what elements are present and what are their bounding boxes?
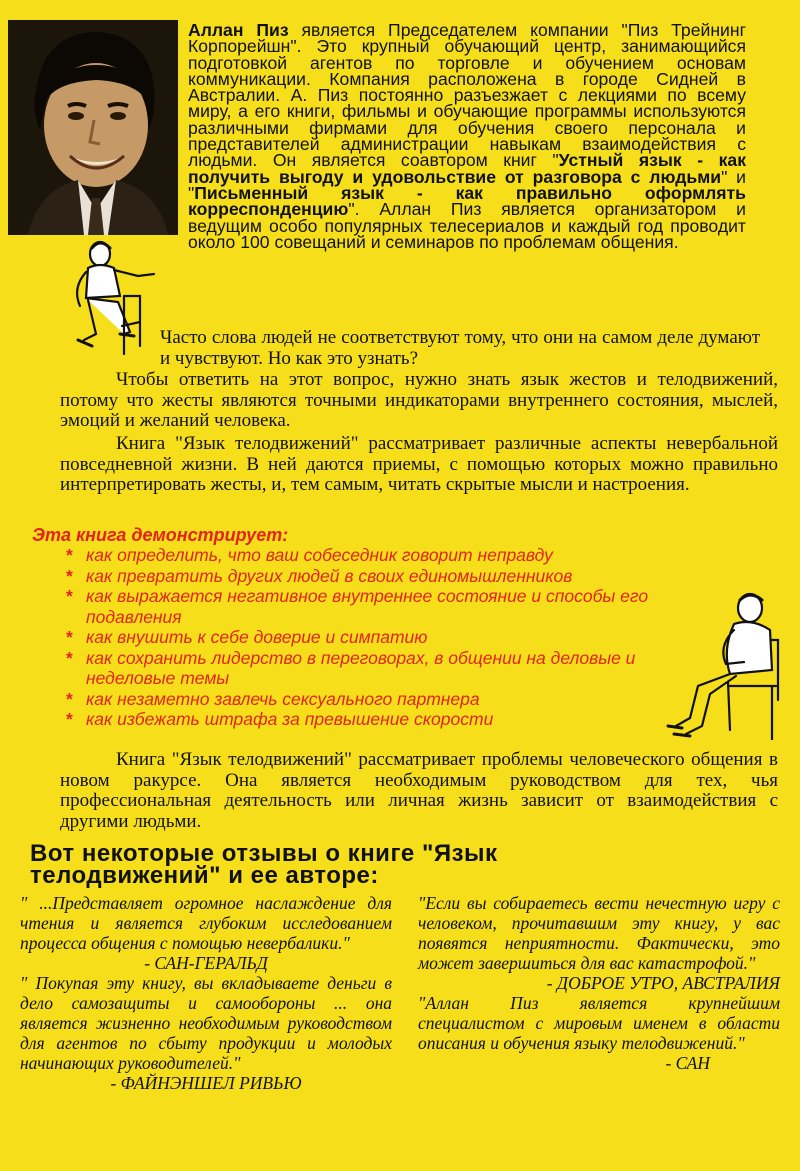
list-item (66, 545, 666, 566)
bio-text-2: " и " (188, 166, 746, 203)
list-item-text: как выражается негативное внутреннее состояние и способы его подавления (86, 586, 649, 627)
list-item-text: как определить, что ваш собеседник говорит неправду (86, 545, 553, 565)
reviews-title: Вот некоторые отзывы о книге "Язык телодвижений" и ее авторе: (30, 840, 498, 889)
list-item (66, 689, 666, 710)
asterisk-bullet: * (66, 647, 73, 668)
list-item-text: как сохранить лидерство в переговорах, в общении на деловые и неделовые темы (86, 647, 636, 688)
bio-text-1: является Председателем компании "Пиз Трейнинг Корпорейшн". Это крупный обучающий центр, занимающийся подготовкой агентов по торговле и обучением основам коммуникации. Компания расположена в городе Сидней в Австралии. А. Пиз постоянно разъезжает с лекциями по всему миру, а его книги, фильмы и обучающие программы используются различными фирмами для обучения своего персонала и представителей администрации навыкам взаимодействия с людьми. Он является соавтором книг " (188, 20, 746, 171)
asterisk-bullet: * (66, 586, 73, 606)
review-quote: " Покупая эту книгу, вы вкладываете деньги в дело самозащиты и самообороны ... она является жизненно необходимым руководством для агентов по сбыту продукции и молодых начинающих руководителей." (20, 973, 392, 1073)
review-source: - ФАЙНЭНШЕЛ РИВЬЮ (110, 1073, 302, 1093)
man-on-chair-illustration (58, 236, 162, 364)
list-item (66, 648, 666, 689)
review-quote: "Если вы собираетесь вести нечестную игру с человеком, прочитавшим эту книгу, у вас появятся неприятности. Фактически, это может завершиться для вас катастрофой." (418, 893, 780, 973)
asterisk-bullet: * (66, 627, 73, 647)
paragraph-1-text: Чтобы ответить на этот вопрос, нужно знать язык жестов и телодвижений, потому что жесты являются точными индикаторами внутреннего состояния, мыслей, эмоций и желаний человека. (60, 369, 778, 431)
author-photo (8, 20, 178, 235)
book-title-2: Письменный язык - как правильно оформлять корреспонденцию (188, 182, 746, 220)
asterisk-bullet: * (66, 688, 73, 709)
reviews-right-column (418, 893, 780, 1073)
list-item (66, 586, 666, 627)
demo-list (66, 545, 666, 730)
list-item (66, 566, 666, 587)
reviews-left-column (20, 893, 392, 1093)
author-name: Аллан Пиз (188, 20, 289, 40)
list-item-text: как незаметно завлечь сексуального партнера (86, 688, 480, 709)
review-source: - САН (665, 1053, 710, 1073)
list-item (66, 627, 666, 648)
review-quote: "Аллан Пиз является крупнейшим специалистом с мировым именем в области описания и обучения языку телодвижений." (418, 993, 780, 1053)
author-bio (188, 22, 746, 250)
asterisk-bullet: * (66, 565, 73, 586)
paragraph-3 (60, 750, 778, 832)
review-source: - САН-ГЕРАЛЬД (144, 953, 268, 973)
list-item-text: как превратить других людей в своих единомышленников (86, 565, 573, 586)
bio-text-3: ". Аллан Пиз является организатором и ведущим особо популярных телесериалов и каждый год проводит около 100 совещаний и семинаров по проблемам общения. (188, 199, 746, 252)
paragraph-2 (60, 434, 778, 496)
paragraph-3-text: Книга "Язык телодвижений" рассматривает проблемы человеческого общения в новом ракурсе. Она является необходимым руководством для тех, чья профессиональная деятельность или личная жизнь зависит от взаимодействия с другими людьми. (60, 749, 778, 832)
asterisk-bullet: * (66, 545, 73, 565)
paragraph-1 (60, 370, 778, 432)
asterisk-bullet: * (66, 709, 73, 729)
intro-paragraph: Часто слова людей не соответствуют тому, что они на самом деле думают и чувствуют. Но как это узнать? (160, 327, 760, 369)
review-source: - ДОБРОЕ УТРО, АВСТРАЛИЯ (546, 973, 780, 993)
demo-title: Эта книга демонстрирует: (32, 525, 289, 545)
list-item-text: как избежать штрафа за превышение скорости (86, 709, 494, 729)
book-title-1: Устный язык - как получить выгоду и удовольствие от разговора с людьми (188, 150, 747, 187)
seated-man-illustration (660, 590, 785, 740)
paragraph-2-text: Книга "Язык телодвижений" рассматривает различные аспекты невербальной повседневной жизни. В ней даются приемы, с помощью которых можно правильно интерпретировать жесты, и, тем самым, читать скрытые мысли и настроения. (60, 433, 778, 495)
review-quote: " ...Представляет огромное наслаждение для чтения и является глубоким исследованием процесса общения с помощью невербалики." (20, 893, 392, 953)
list-item (66, 709, 666, 730)
list-item-text: как внушить к себе доверие и симпатию (86, 627, 428, 647)
